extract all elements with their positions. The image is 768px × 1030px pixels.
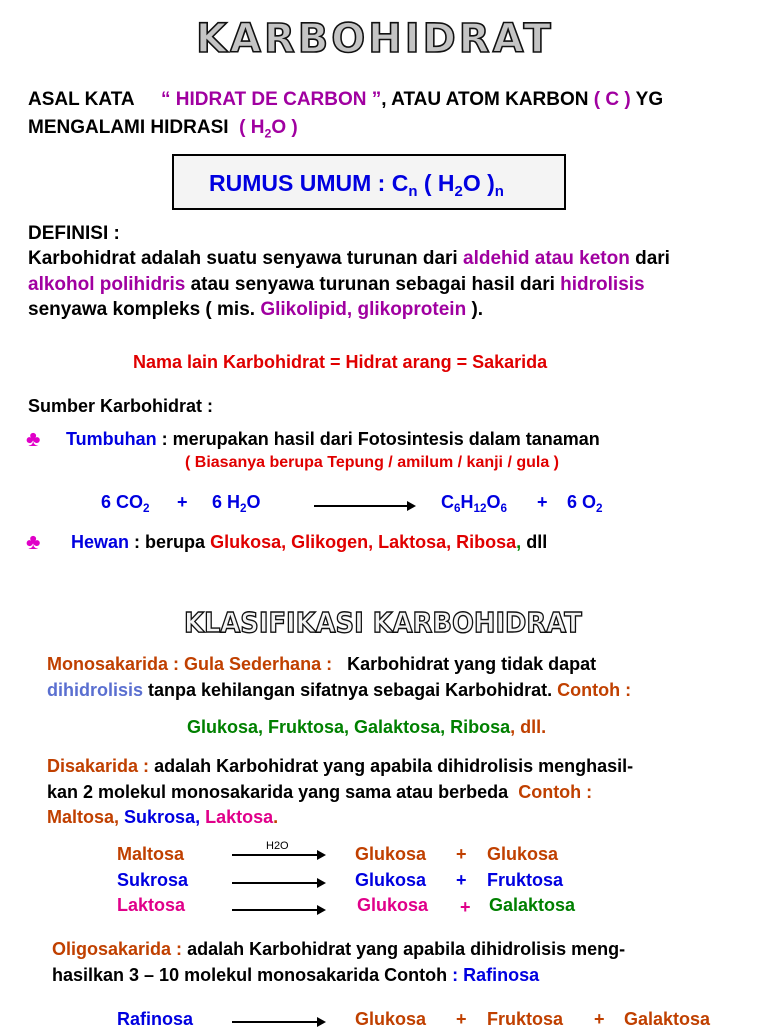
definisi-line-3: senyawa kompleks ( mis. Glikolipid, glikoprotein ). xyxy=(28,299,484,320)
reaksi-glukosa: $C_6H_{12}O_6$ xyxy=(441,492,508,516)
asal-kata-line-2: MENGALAMI HIDRASI ( $H_2O$ ) xyxy=(28,117,298,141)
maltosa-p2: Glukosa xyxy=(487,844,559,864)
arrow-sukrosa xyxy=(232,882,324,884)
h2o-label: H2O xyxy=(266,840,289,852)
laktosa-left: Laktosa xyxy=(117,895,186,915)
definisi-line-1: Karbohidrat adalah suatu senyawa turunan dari aldehid atau keton dari xyxy=(28,248,670,269)
club-icon: ♣ xyxy=(26,426,41,451)
rafinosa-left: Rafinosa xyxy=(117,1009,194,1029)
mono-line-1: Monosakarida : Gula Sederhana : Karbohidrat yang tidak dapat xyxy=(47,654,597,674)
arrow-rafinosa xyxy=(232,1021,324,1023)
klasifikasi-title: KLASIFIKASI KARBOHIDRAT xyxy=(184,606,582,639)
definisi-heading: DEFINISI : xyxy=(28,223,120,244)
reaksi-plus-1: + xyxy=(177,492,188,512)
nama-lain: Nama lain Karbohidrat = Hidrat arang = Sakarida xyxy=(133,352,548,372)
reaksi-arrow xyxy=(314,505,414,507)
rafinosa-plus-1: + xyxy=(456,1009,467,1029)
sukrosa-p2: Fruktosa xyxy=(487,870,564,890)
rafinosa-p2: Fruktosa xyxy=(487,1009,564,1029)
reaksi-o2: 6 $O_2$ xyxy=(567,492,603,516)
reaksi-co2: 6 $CO_2$ xyxy=(101,492,150,516)
sumber-heading: Sumber Karbohidrat : xyxy=(28,396,214,416)
mono-contoh: Glukosa, Fruktosa, Galaktosa, Ribosa, dll. xyxy=(187,717,547,737)
maltosa-left: Maltosa xyxy=(117,844,185,864)
oligo-line-2: hasilkan 3 – 10 molekul monosakarida Contoh : Rafinosa xyxy=(52,965,540,985)
oligo-line-1: Oligosakarida : adalah Karbohidrat yang apabila dihidrolisis meng- xyxy=(52,939,626,959)
asal-kata-line-1: ASAL KATA “ HIDRAT DE CARBON ”, ATAU ATOM KARBON ( C ) YG xyxy=(28,89,664,110)
reaksi-h2o: 6 $H_2O$ xyxy=(212,492,261,516)
mono-line-2: dihidrolisis tanpa kehilangan sifatnya sebagai Karbohidrat. Contoh : xyxy=(47,680,632,700)
club-icon: ♣ xyxy=(26,529,41,554)
di-line-2: kan 2 molekul monosakarida yang sama atau berbeda Contoh : xyxy=(47,782,593,802)
sumber-tumbuhan: Tumbuhan : merupakan hasil dari Fotosintesis dalam tanaman xyxy=(66,429,600,449)
di-line-3: Maltosa, Sukrosa, Laktosa. xyxy=(47,807,279,827)
rafinosa-p1: Glukosa xyxy=(355,1009,427,1029)
tumbuhan-note: ( Biasanya berupa Tepung / amilum / kanji / gula ) xyxy=(185,454,559,471)
rumus-umum-text: RUMUS UMUM : $C_n$ ( $H_2O$ )$_n$ xyxy=(209,170,504,201)
sumber-hewan: Hewan : berupa Glukosa, Glikogen, Laktosa, Ribosa, dll xyxy=(71,532,548,552)
maltosa-p1: Glukosa xyxy=(355,844,427,864)
arrow-laktosa xyxy=(232,909,324,911)
sukrosa-left: Sukrosa xyxy=(117,870,189,890)
sukrosa-p1: Glukosa xyxy=(355,870,427,890)
laktosa-plus: + xyxy=(460,897,471,917)
arrow-maltosa xyxy=(232,854,324,856)
maltosa-plus: + xyxy=(456,844,467,864)
rafinosa-plus-2: + xyxy=(594,1009,605,1029)
page-title: KARBOHIDRAT xyxy=(196,16,554,62)
laktosa-p1: Glukosa xyxy=(357,895,429,915)
definisi-line-2: alkohol polihidris atau senyawa turunan sebagai hasil dari hidrolisis xyxy=(28,274,645,295)
di-line-1: Disakarida : adalah Karbohidrat yang apabila dihidrolisis menghasil- xyxy=(47,756,634,776)
reaksi-plus-2: + xyxy=(537,492,548,512)
sukrosa-plus: + xyxy=(456,870,467,890)
laktosa-p2: Galaktosa xyxy=(489,895,576,915)
rafinosa-p3: Galaktosa xyxy=(624,1009,711,1029)
